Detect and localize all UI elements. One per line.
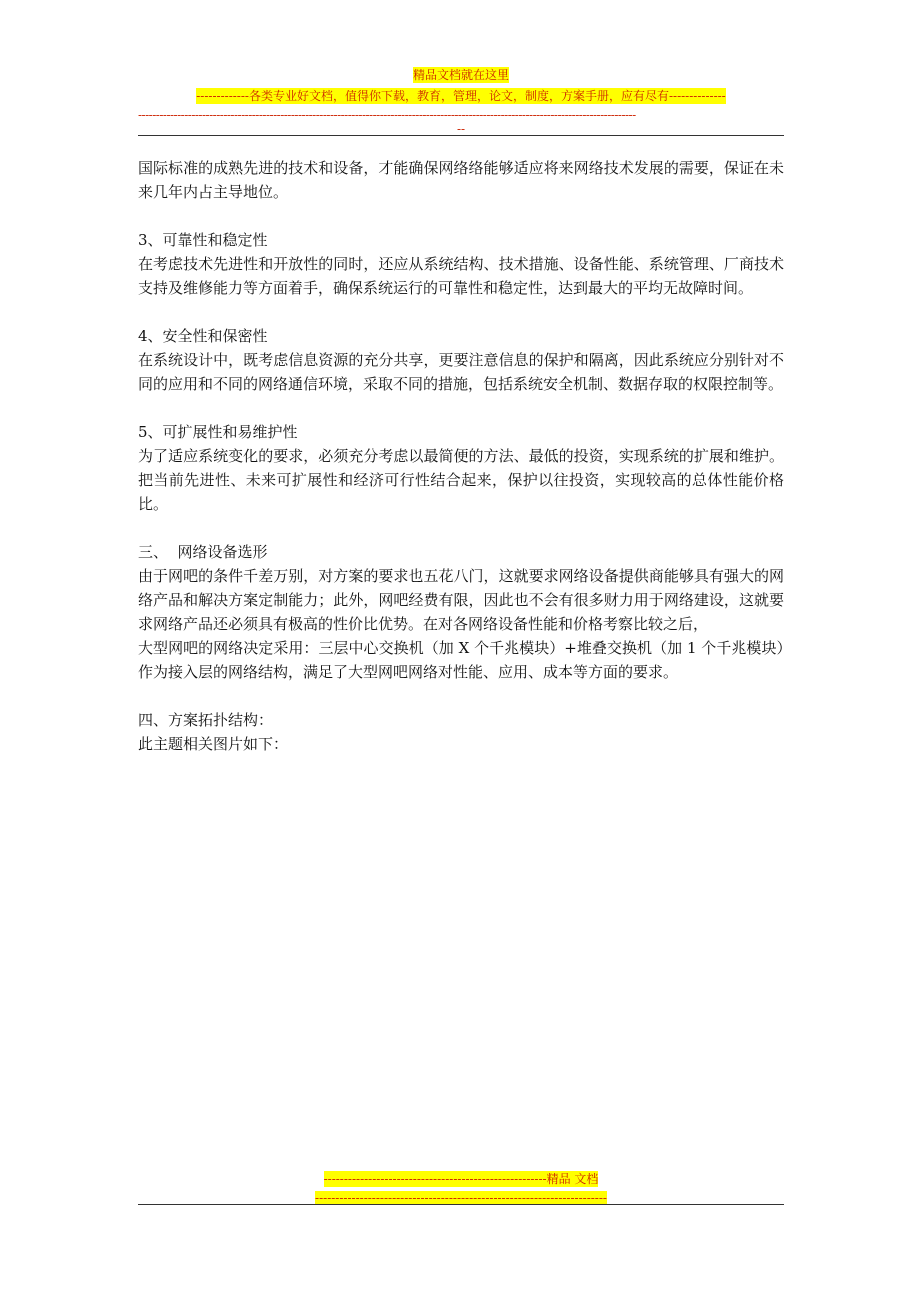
header-dash-line: -------------------------------------------------------------------------------------------------------------------------------------------- [138, 108, 636, 122]
section-3-title: 3、可靠性和稳定性 [138, 231, 268, 249]
footer-divider [138, 1204, 784, 1205]
header-divider [138, 135, 784, 136]
section-4-text: 在系统设计中，既考虑信息资源的充分共享，更要注意信息的保护和隔离，因此系统应分别针对不同的应用和不同的网络通信环境，采取不同的措施，包括系统安全机制、数据存取的权限控制等。 [138, 351, 784, 393]
spacer [138, 204, 784, 228]
chapter-4-text: 此主题相关图片如下： [138, 735, 289, 753]
chapter-3-paragraph-2: 大型网吧的网络决定采用：三层中心交换机（加 X 个千兆模块）+堆叠交换机（加 1 个千兆模块）作为接入层的网络结构，满足了大型网吧网络对性能、应用、成本等方面的要求。 [138, 639, 784, 681]
chapter-3-title: 三、 网络设备选形 [138, 543, 268, 561]
header-dash-tail: -- [456, 122, 466, 136]
spacer [138, 684, 784, 708]
footer-line-1: -------------------------------------------------------精品 文档 [323, 1172, 599, 1186]
section-5-text: 为了适应系统变化的要求，必须充分考虑以最简便的方法、最低的投资，实现系统的扩展和维护。把当前先进性、未来可扩展性和经济可行性结合起来，保护以往投资，实现较高的总体性能价格比。 [138, 447, 784, 513]
header-tagline: -------------各类专业好文档，值得你下载，教育，管理，论文，制度，方案手册，应有尽有-------------- [196, 89, 726, 103]
chapter-3-paragraph-1: 由于网吧的条件千差万别，对方案的要求也五花八门，这就要求网络设备提供商能够具有强大的网络产品和解决方案定制能力；此外，网吧经费有限，因此也不会有很多财力用于网络建设，这就要求网络产品还必须具有极高的性价比优势。在对各网络设备性能和价格考察比较之后， [138, 567, 784, 633]
header-title: 精品文档就在这里 [412, 68, 509, 82]
footer-line-2: ------------------------------------------------------------------------ [315, 1191, 607, 1205]
page-footer [138, 1168, 784, 1206]
section-5-title: 5、可扩展性和易维护性 [138, 423, 298, 441]
intro-paragraph: 国际标准的成熟先进的技术和设备，才能确保网络络能够适应将来网络技术发展的需要，保证在未来几年内占主导地位。 [138, 159, 784, 201]
document-body [138, 156, 784, 756]
page-header [138, 64, 784, 136]
section-4-title: 4、安全性和保密性 [138, 327, 268, 345]
section-3-text: 在考虑技术先进性和开放性的同时，还应从系统结构、技术措施、设备性能、系统管理、厂商技术支持及维修能力等方面着手，确保系统运行的可靠性和稳定性，达到最大的平均无故障时间。 [138, 255, 784, 297]
chapter-4-title: 四、方案拓扑结构： [138, 711, 274, 729]
spacer [138, 396, 784, 420]
spacer [138, 516, 784, 540]
spacer [138, 300, 784, 324]
